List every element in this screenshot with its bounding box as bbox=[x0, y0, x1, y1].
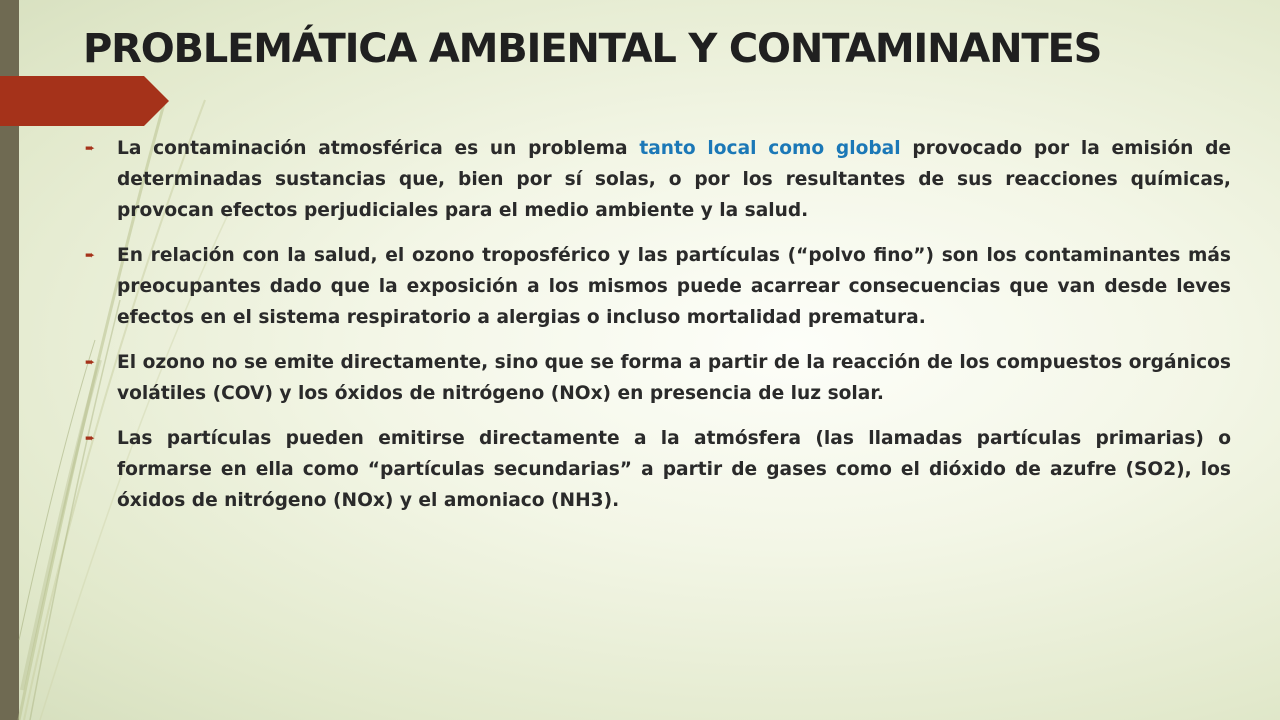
bullet-item-3 bbox=[85, 347, 1231, 409]
bullet-item-4 bbox=[85, 423, 1231, 516]
slide-title: PROBLEMÁTICA AMBIENTAL Y CONTAMINANTES bbox=[83, 26, 1102, 72]
bullet-item-1 bbox=[85, 133, 1231, 226]
bullet-text-3: El ozono no se emite directamente, sino que se forma a partir de la reacción de los compuestos orgánicos volátiles (COV) y los óxidos de nitrógeno (NOx) en presencia de luz solar. bbox=[117, 352, 1231, 404]
arrow-right-icon: ➨ bbox=[85, 431, 96, 445]
bullet-text-1 bbox=[117, 133, 1231, 226]
bullet-1-text-start: La contaminación atmosférica es un problema bbox=[117, 138, 640, 159]
bullet-1-text-end: provocado por la emisión de determinadas sustancias que, bien por sí solas, o por los resultantes de sus reacciones químicas, provocan efectos perjudiciales para el medio ambiente y la salud. bbox=[117, 138, 1232, 221]
bullet-1-highlight: tanto local como global bbox=[639, 138, 901, 159]
title-accent-tab bbox=[0, 76, 169, 126]
arrow-right-icon: ➨ bbox=[85, 248, 96, 262]
arrow-right-icon: ➨ bbox=[85, 355, 96, 369]
bullet-item-2 bbox=[85, 240, 1231, 333]
bullet-text-4: Las partículas pueden emitirse directamente a la atmósfera (las llamadas partículas primarias) o formarse en ella como “partículas secundarias” a partir de gases como el dióxido de azufre (SO2), los óxidos de nitrógeno (NOx) y el amoniaco (NH3). bbox=[117, 428, 1231, 511]
arrow-right-icon: ➨ bbox=[85, 141, 96, 155]
bullet-list bbox=[85, 133, 1231, 530]
bullet-text-2: En relación con la salud, el ozono troposférico y las partículas (“polvo fino”) son los contaminantes más preocupantes dado que la exposición a los mismos puede acarrear consecuencias que van desde leves efectos en el sistema respiratorio a alergias o incluso mortalidad prematura. bbox=[117, 245, 1231, 328]
